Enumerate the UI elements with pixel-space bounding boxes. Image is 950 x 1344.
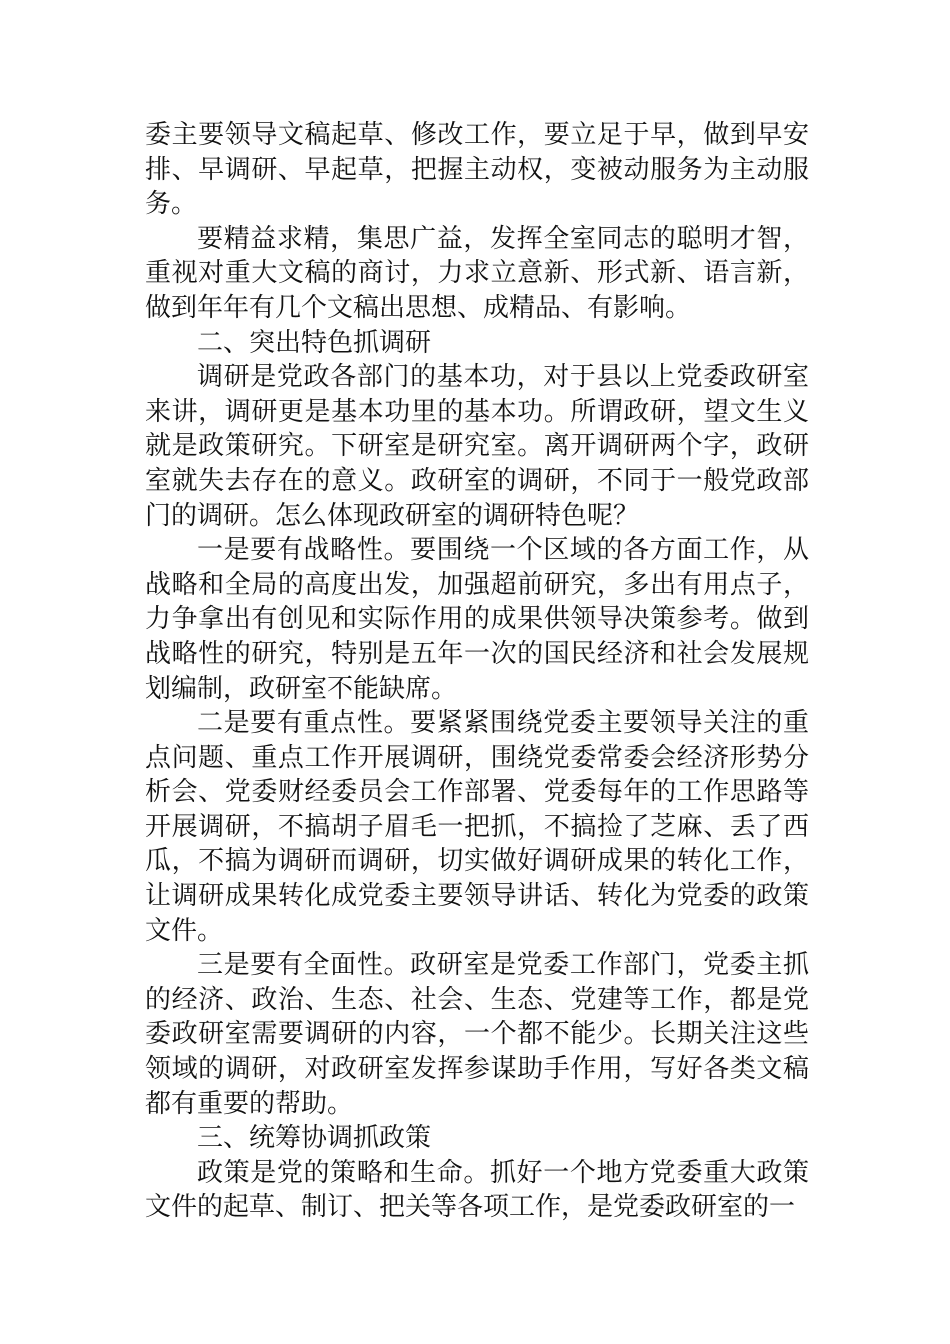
paragraph-body: 政策是党的策略和生命。抓好一个地方党委重大政策文件的起草、制订、把关等各项工作，是党委政研室的一 [145,1157,809,1223]
paragraph-body: 要精益求精，集思广益，发挥全室同志的聪明才智，重视对重大文稿的商讨，力求立意新、形式新、语言新，做到年年有几个文稿出思想、成精品、有影响。 [145,223,809,323]
document-page [145,118,809,1225]
section-heading: 二、突出特色抓调研 [197,327,432,358]
paragraph-body: 二是要有重点性。要紧紧围绕党委主要领导关注的重点问题、重点工作开展调研，围绕党委常委会经济形势分析会、党委财经委员会工作部署、党委每年的工作思路等开展调研，不搞胡子眉毛一把抓，不搞捡了芝麻、丢了西瓜，不搞为调研而调研，切实做好调研成果的转化工作，让调研成果转化成党委主要领导讲话、转化为党委的政策文件。 [145,708,809,946]
paragraph-body: 调研是党政各部门的基本功，对于县以上党委政研室来讲，调研更是基本功里的基本功。所谓政研，望文生义就是政策研究。下研室是研究室。离开调研两个字，政研室就失去存在的意义。政研室的调研，不同于一般党政部门的调研。怎么体现政研室的调研特色呢？ [145,362,809,531]
section-heading: 三、统筹协调抓政策 [197,1123,432,1154]
paragraph-body: 一是要有战略性。要围绕一个区域的各方面工作，从战略和全局的高度出发，加强超前研究，多出有用点子，力争拿出有创见和实际作用的成果供领导决策参考。做到战略性的研究，特别是五年一次的国民经济和社会发展规划编制，政研室不能缺席。 [145,535,809,704]
paragraph-continuation: 委主要领导文稿起草、修改工作，要立足于早，做到早安排、早调研、早起草，把握主动权，变被动服务为主动服务。 [145,120,809,220]
paragraph-body: 三是要有全面性。政研室是党委工作部门，党委主抓的经济、政治、生态、社会、生态、党建等工作，都是党委政研室需要调研的内容，一个都不能少。长期关注这些领域的调研，对政研室发挥参谋助手作用，写好各类文稿都有重要的帮助。 [145,950,809,1119]
